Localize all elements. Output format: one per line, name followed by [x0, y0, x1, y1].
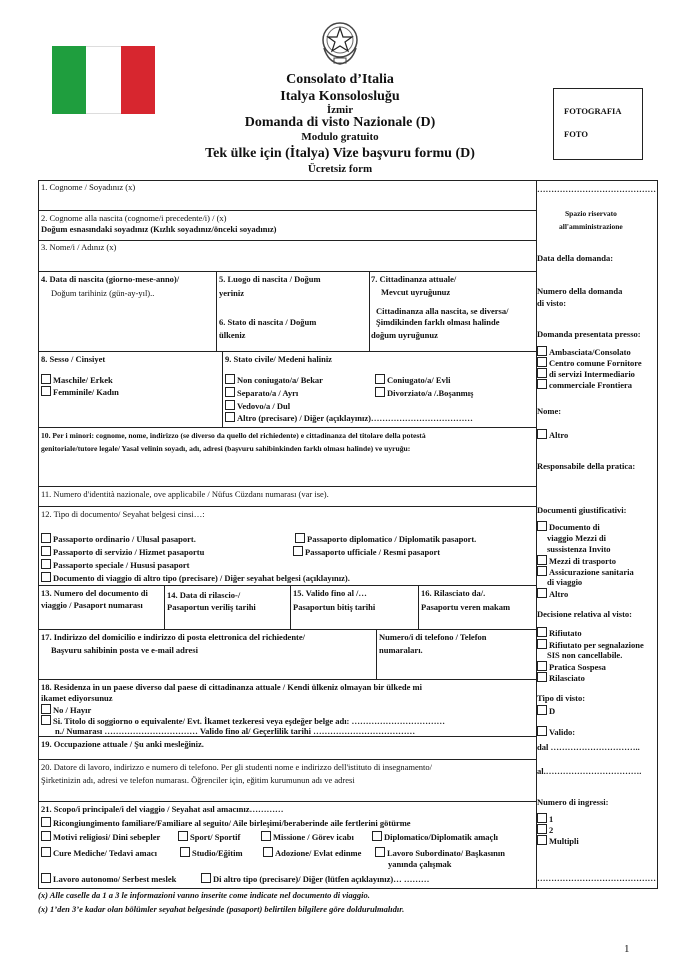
footnote-tr: (x) 1’den 3’e kadar olan bölümler seyahat belgesinde (pasaport) belirtilen bilgilere göre doldurulmalıdır. [38, 904, 405, 914]
checkbox-document-other-label: Documento di viaggio di altro tipo (precisare) / Diğer seyahat belgesi (açıklayınız). [53, 573, 350, 583]
sidebar-checkbox-embassy-label: Ambasciata/Consolato [549, 347, 631, 357]
field-document-type [41, 509, 205, 520]
checkbox-document-other[interactable] [41, 572, 350, 584]
checkbox-widowed[interactable] [225, 400, 290, 412]
checkbox-female[interactable] [41, 386, 119, 398]
checkbox-employed-work-tr: yanında çalışmak [388, 859, 452, 869]
sidebar-checkbox-suspended-box[interactable] [537, 661, 547, 671]
sidebar-checkbox-other-box[interactable] [537, 429, 547, 439]
sidebar-checkbox-issued[interactable] [537, 672, 585, 684]
sidebar-visa-type: Tipo di visto: [537, 693, 586, 703]
italian-flag [52, 46, 155, 114]
field-nationality[interactable]: 7. Cittadinanza attuale/ [371, 274, 457, 284]
checkbox-passport-diplomatic[interactable] [295, 533, 476, 545]
photo-label-2: FOTO [564, 129, 588, 139]
checkbox-self-employed[interactable] [41, 873, 176, 885]
field-employer-label: 20. Datore di lavoro, indirizzo e numero di telefono. Per gli studenti nome e indirizzo dell'istituto di insegnamento/ [41, 762, 433, 772]
field-surname[interactable] [41, 182, 135, 193]
checkbox-other-status-label: Altro (precisare) / Diğer (açıklayınız)……………………………… [237, 413, 473, 423]
checkbox-female-label: Femminile/ Kadın [53, 387, 119, 397]
field-birth-country-tr: ülkeniz [219, 330, 246, 340]
checkbox-passport-service[interactable] [41, 546, 204, 558]
sidebar-dots-bottom: …………………………………… [537, 873, 656, 883]
photo-box [553, 88, 643, 160]
field-occupation[interactable]: 19. Occupazione attuale / Şu anki mesleğiniz. [41, 739, 204, 749]
field-nationality-birth-tr2: doğum uyruğunuz [371, 330, 438, 340]
checkbox-other-status-box[interactable] [225, 412, 235, 422]
checkbox-diplomatic[interactable] [372, 831, 498, 843]
sidebar-checkbox-refused-box[interactable] [537, 627, 547, 637]
checkbox-religious-box[interactable] [41, 831, 51, 841]
checkbox-diplomatic-label: Diplomatico/Diplomatik amaçlı [384, 832, 499, 842]
checkbox-medical-label: Cure Mediche/ Tedavi amacı [53, 848, 157, 858]
checkbox-mission[interactable] [261, 831, 354, 843]
sidebar-checkbox-doc5-label: Assicurazione sanitaria [549, 567, 634, 577]
sidebar-checkbox-services-label: di servizi Intermediario [549, 369, 635, 379]
checkbox-separated-label: Separato/a / Ayrı [237, 388, 299, 398]
sidebar-checkbox-doc1-box[interactable] [537, 521, 547, 531]
sidebar-checkbox-issued-box[interactable] [537, 672, 547, 682]
checkbox-employed-work-box[interactable] [375, 847, 385, 857]
field-phone-tr: numaraları. [379, 645, 423, 655]
sidebar-checkbox-type-d[interactable] [537, 705, 555, 717]
sidebar-checkbox-doc1[interactable] [537, 521, 600, 533]
photo-label: FOTOGRAFIA [564, 106, 622, 116]
sidebar-checkbox-entry-2-label: 2 [549, 825, 554, 835]
field-surname-label: 1. Cognome / Soyadınız (x) [41, 182, 136, 192]
checkbox-other-status[interactable] [225, 412, 473, 424]
sidebar-application-number-2: di visto: [537, 298, 567, 308]
sidebar-doc3: sussistenza Invito [547, 544, 611, 554]
checkbox-medical[interactable] [41, 847, 157, 859]
checkbox-mission-label: Missione / Görev icabı [273, 832, 354, 842]
field-employer-tr [41, 775, 355, 786]
checkbox-widowed-box[interactable] [225, 400, 235, 410]
form-free-it: Modulo gratuito [301, 131, 379, 143]
sidebar-presented-at: Domanda presentata presso: [537, 329, 641, 339]
field-issued-by[interactable]: 16. Rilasciato da/. [421, 588, 486, 598]
checkbox-other-purpose-box[interactable] [201, 873, 211, 883]
field-surname-birth[interactable] [41, 213, 227, 224]
checkbox-self-employed-label: Lavoro autonomo/ Serbest meslek [53, 874, 177, 884]
checkbox-passport-official[interactable] [293, 546, 440, 558]
form-title-tr: Tek ülke için (İtalya) Vize başvuru formu (D) [205, 146, 475, 161]
checkbox-religious-label: Motivi religiosi/ Dini sebepler [53, 832, 161, 842]
sidebar-checkbox-type-d-label: D [549, 706, 556, 716]
sidebar-checkbox-border-label: commerciale Frontiera [549, 380, 632, 390]
sidebar-decision: Decisione relativa al visto: [537, 609, 632, 619]
checkbox-adoption-label: Adozione/ Evlat edinme [275, 848, 362, 858]
checkbox-female-box[interactable] [41, 386, 51, 396]
sidebar-checkbox-services-box[interactable] [537, 368, 547, 378]
checkbox-passport-special-label: Passaporto speciale / Hususi pasaport [53, 560, 190, 570]
sidebar-checkbox-centre-box[interactable] [537, 357, 547, 367]
field-issue-date[interactable]: 14. Data di rilascio-/ [167, 590, 241, 600]
sidebar-documents: Documenti giustificativi: [537, 505, 627, 515]
checkbox-male-label: Maschile/ Erkek [53, 375, 113, 385]
form-title-it: Domanda di visto Nazionale (D) [244, 115, 436, 130]
field-birth-place[interactable]: 5. Luogo di nascita / Doğum [219, 274, 321, 284]
sidebar-checkbox-doc-other-label: Altro [549, 589, 569, 599]
checkbox-divorced-label: Divorziato/a /.Boşanmış [387, 388, 474, 398]
sidebar-checkbox-border[interactable] [537, 379, 632, 391]
sidebar-checkbox-other-label: Altro [549, 430, 569, 440]
italian-emblem-icon [318, 18, 362, 66]
checkbox-diplomatic-box[interactable] [372, 831, 382, 841]
checkbox-male[interactable] [41, 374, 113, 386]
checkbox-residence-no-label: No / Hayır [53, 705, 92, 715]
field-surname-birth-tr: Doğum esnasındaki soyadınız (Kızlık soyadınız/önceki soyadınız) [41, 224, 277, 234]
checkbox-medical-box[interactable] [41, 847, 51, 857]
checkbox-sport-label: Sport/ Sportif [190, 832, 241, 842]
checkbox-mission-box[interactable] [261, 831, 271, 841]
field-birth-place-tr: yeriniz [219, 288, 245, 298]
field-first-name-label: 3. Nome/i / Adınız (x) [41, 242, 117, 252]
checkbox-married-label: Coniugato/a/ Evli [387, 375, 451, 385]
sidebar-name: Nome: [537, 406, 562, 416]
sidebar-checkbox-issued-label: Rilasciato [549, 673, 585, 683]
checkbox-employed-work[interactable] [375, 847, 505, 859]
field-issue-date-tr: Pasaportun veriliş tarihi [167, 602, 256, 612]
checkbox-divorced-box[interactable] [375, 387, 385, 397]
sidebar-doc6: di viaggio [547, 577, 583, 587]
checkbox-separated-box[interactable] [225, 387, 235, 397]
sidebar-refused-sis-2: SIS non cancellabile. [547, 650, 623, 660]
sidebar-checkbox-doc1-label: Documento di [549, 522, 600, 532]
sidebar-checkbox-doc4-box[interactable] [537, 555, 547, 565]
sidebar-checkbox-other[interactable] [537, 429, 568, 441]
admin-sidebar [535, 180, 658, 889]
checkbox-passport-special-box[interactable] [41, 559, 51, 569]
checkbox-single[interactable] [225, 374, 323, 386]
footnote-it: (x) Alle caselle da 1 a 3 le informazioni vanno inserite come indicate nel documento di viaggio. [38, 890, 370, 900]
sidebar-checkbox-valid[interactable] [537, 726, 575, 738]
sidebar-checkbox-doc4-label: Mezzi di trasporto [549, 556, 617, 566]
sidebar-valid-to[interactable]: al.……………………………. [537, 766, 642, 776]
checkbox-passport-service-label: Passaporto di servizio / Hizmet pasaportu [53, 547, 205, 557]
field-minors-tr: genitoriale/tutore legale/ Yasal velinin soyadı, adı, adresi (başvuru sahibinkinden farklı olması halinde) ve uyruğu: [41, 444, 411, 453]
field-national-id[interactable] [41, 489, 329, 500]
field-sex: 8. Sesso / Cinsiyet [41, 354, 106, 364]
checkbox-passport-ordinary[interactable] [41, 533, 196, 545]
field-passport-number-tr: viaggio / Pasaport numarası [41, 600, 143, 610]
checkbox-document-other-box[interactable] [41, 572, 51, 582]
field-document-type-label: 12. Tipo di documento/ Seyahat belgesi cinsi…: [41, 509, 205, 519]
sidebar-checkbox-centre-label: Centro comune Fornitore [549, 358, 642, 368]
sidebar-checkbox-embassy-box[interactable] [537, 346, 547, 356]
sidebar-checkbox-entry-1-box[interactable] [537, 813, 547, 823]
checkbox-single-box[interactable] [225, 374, 235, 384]
sidebar-checkbox-multiple-label: Multipli [549, 836, 579, 846]
checkbox-passport-ordinary-label: Passaporto ordinario / Ulusal pasaport. [53, 534, 196, 544]
checkbox-family-reunion[interactable] [41, 817, 411, 829]
sidebar-checkbox-doc-other[interactable] [537, 588, 568, 600]
sidebar-checkbox-valid-box[interactable] [537, 726, 547, 736]
checkbox-other-purpose-label: Di altro tipo (precisare)/ Diğer (lütfen açıklayınız)… ……… [213, 874, 430, 884]
checkbox-single-label: Non coniugato/a/ Bekar [237, 375, 323, 385]
checkbox-residence-yes-label: Si. Titolo di soggiorno o equivalente/ Evt. İkamet tezkeresi veya eşdeğer belge adı: …………………………… [53, 716, 446, 726]
field-birth-date-tr-label: Doğum tarihiniz (gün-ay-yıl).. [51, 288, 155, 298]
checkbox-male-box[interactable] [41, 374, 51, 384]
checkbox-employed-work-label: Lavoro Subordinato/ Başkasının [387, 848, 505, 858]
checkbox-self-employed-box[interactable] [41, 873, 51, 883]
sidebar-checkbox-suspended-label: Pratica Sospesa [549, 662, 606, 672]
checkbox-married-box[interactable] [375, 374, 385, 384]
field-phone[interactable]: Numero/i di telefono / Telefon [379, 632, 487, 642]
sidebar-checkbox-multiple[interactable] [537, 835, 579, 847]
sidebar-reserved-2: all'amministrazione [559, 222, 623, 231]
field-surname-birth-label: 2. Cognome alla nascita (cognome/i precedente/i) / (x) [41, 213, 227, 223]
checkbox-passport-official-box[interactable] [293, 546, 303, 556]
field-residence-tr: ikamet ediyorsunuz [41, 693, 113, 703]
checkbox-residence-yes-box[interactable] [41, 715, 51, 725]
field-national-id-label: 11. Numero d'identità nazionale, ove applicabile / Nüfus Cüzdanı numarası (var ise). [41, 489, 329, 499]
flag-white-band [86, 46, 120, 114]
checkbox-passport-diplomatic-label: Passaporto diplomatico / Diplomatik pasaport. [307, 534, 477, 544]
page-number: 1 [624, 943, 630, 955]
field-passport-number[interactable]: 13. Numero del documento di [41, 588, 148, 598]
checkbox-passport-ordinary-box[interactable] [41, 533, 51, 543]
checkbox-divorced[interactable] [375, 387, 473, 399]
field-birth-date-tr [51, 288, 154, 299]
consulate-name-tr: Italya Konsolosluğu [280, 89, 400, 104]
sidebar-checkbox-entry-1-label: 1 [549, 814, 554, 824]
checkbox-widowed-label: Vedovo/a / Dul [237, 401, 291, 411]
sidebar-doc2: viaggio Mezzi di [547, 533, 607, 543]
field-permit-number[interactable]: n./ Numarası …………………………… Valido fino al/ Geçerlilik tarihi ……………………………… [55, 726, 416, 736]
sidebar-checkbox-refused-label: Rifiutato [549, 628, 582, 638]
checkbox-study[interactable] [180, 847, 243, 859]
field-employer[interactable] [41, 762, 432, 773]
sidebar-checkbox-refused-sis-box[interactable] [537, 639, 547, 649]
checkbox-family-reunion-label: Ricongiungimento familiare/Familiare al seguito/ Aile birleşimi/beraberinde aile fertlerini götürme [53, 818, 411, 828]
form-free-tr: Ücretsiz form [307, 163, 373, 175]
checkbox-passport-official-label: Passaporto ufficiale / Resmi pasaport [305, 547, 441, 557]
sidebar-checkbox-refused-sis-label: Rifiutato per segnalazione [549, 640, 644, 650]
sidebar-application-number: Numero della domanda [537, 286, 623, 296]
field-travel-purpose: 21. Scopo/i principale/i del viaggio / Seyahat asıl amacınız………… [41, 804, 284, 814]
application-form [38, 180, 537, 889]
field-employer-tr-label: Şirketinizin adı, adresi ve telefon numarası. Öğrenciler için, eğitim kurumunun adı ve adresi [41, 775, 355, 785]
field-valid-until[interactable]: 15. Valido fino al /… [293, 588, 367, 598]
field-minors[interactable]: 10. Per i minori: cognome, nome, indirizzo (se diverso da quello del richiedente) e cittadinanza del titolare della potestà [41, 431, 426, 440]
sidebar-checkbox-refused[interactable] [537, 627, 582, 639]
sidebar-checkbox-doc5-box[interactable] [537, 566, 547, 576]
checkbox-passport-special[interactable] [41, 559, 190, 571]
sidebar-checkbox-border-box[interactable] [537, 379, 547, 389]
checkbox-adoption[interactable] [263, 847, 361, 859]
field-nationality-tr: Mevcut uyruğunuz [381, 287, 451, 297]
checkbox-residence-no-box[interactable] [41, 704, 51, 714]
checkbox-religious[interactable] [41, 831, 160, 843]
checkbox-passport-diplomatic-box[interactable] [295, 533, 305, 543]
field-valid-until-tr: Pasaportun bitiş tarihi [293, 602, 376, 612]
sidebar-reserved: Spazio riservato [565, 209, 617, 218]
field-residence: 18. Residenza in un paese diverso dal paese di cittadinanza attuale / Kendi ülkeniz olmayan bir ülkede mi [41, 682, 422, 692]
sidebar-checkbox-doc-other-box[interactable] [537, 588, 547, 598]
checkbox-sport[interactable] [178, 831, 240, 843]
checkbox-study-box[interactable] [180, 847, 190, 857]
sidebar-entries: Numero di ingressi: [537, 797, 609, 807]
checkbox-adoption-box[interactable] [263, 847, 273, 857]
field-nationality-birth[interactable]: Cittadinanza alla nascita, se diversa/ [376, 306, 509, 316]
city: İzmir [326, 104, 354, 116]
field-address-email[interactable]: 17. Indirizzo del domicilio e indirizzo di posta elettronica del richiedente/ [41, 632, 306, 642]
checkbox-married[interactable] [375, 374, 451, 386]
checkbox-study-label: Studio/Eğitim [192, 848, 243, 858]
sidebar-checkbox-type-d-box[interactable] [537, 705, 547, 715]
sidebar-checkbox-entry-2-box[interactable] [537, 824, 547, 834]
field-issued-by-tr: Pasaportu veren makam [421, 602, 511, 612]
sidebar-responsible: Responsabile della pratica: [537, 461, 636, 471]
sidebar-dots: …………………………………… [537, 184, 656, 194]
field-birth-country[interactable]: 6. Stato di nascita / Doğum [219, 317, 317, 327]
field-nationality-birth-tr: Şimdikinden farklı olması halinde [376, 317, 500, 327]
field-address-email-tr: Başvuru sahibinin posta ve e-mail adresi [51, 645, 198, 655]
checkbox-separated[interactable] [225, 387, 298, 399]
checkbox-passport-service-box[interactable] [41, 546, 51, 556]
sidebar-checkbox-multiple-box[interactable] [537, 835, 547, 845]
consulate-name: Consolato d’Italia [286, 72, 394, 87]
sidebar-date-app: Data della domanda: [537, 253, 614, 263]
flag-green-band [52, 46, 86, 114]
field-first-name[interactable] [41, 242, 116, 253]
checkbox-other-purpose[interactable] [201, 873, 429, 885]
field-birth-date[interactable]: 4. Data di nascita (giorno-mese-anno)/ [41, 274, 180, 284]
checkbox-sport-box[interactable] [178, 831, 188, 841]
sidebar-checkbox-valid-label: Valido: [549, 727, 576, 737]
checkbox-family-reunion-box[interactable] [41, 817, 51, 827]
sidebar-valid-from[interactable]: dal ………………………….. [537, 742, 640, 752]
field-marital-status: 9. Stato civile/ Medeni haliniz [225, 354, 332, 364]
